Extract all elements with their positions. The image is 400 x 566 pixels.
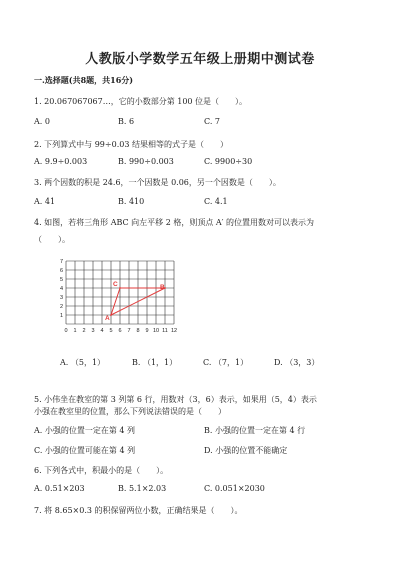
q4-option-c: C. （7，1） [203,358,249,367]
q3-option-c: C. 4.1 [204,197,228,206]
y-tick-label: 7 [59,259,63,265]
page-title: 人教版小学数学五年级上册期中测试卷 [85,52,315,67]
x-tick-label: 12 [170,328,178,334]
question-7: 7. 将 8.65×0.3 的积保留两位小数，正确结果是（ ）。 [34,506,243,515]
y-tick-label: 3 [59,295,63,301]
vertex-label-b: B [160,284,165,291]
y-tick-label: 4 [59,286,63,292]
q4-option-b: B. （1，1） [132,358,178,367]
question-3: 3. 两个因数的积是 24.6，一个因数是 0.06，另一个因数是（ ）。 [34,178,281,187]
question-2: 2. 下列算式中与 99÷0.03 结果相等的式子是（ ） [34,140,228,149]
x-tick-label: 6 [118,328,122,334]
question-5-line-2: 小强在教室里的位置，那么下列说法错误的是（ ） [34,407,226,416]
q2-option-c: C. 9900÷30 [204,157,253,166]
y-tick-label: 6 [59,268,63,274]
q3-option-a: A. 41 [34,197,56,206]
q1-option-b: B. 6 [118,117,135,126]
vertex-label-c: C [113,281,118,288]
x-tick-label: 7 [127,328,131,334]
x-tick-label: 2 [82,328,86,334]
q5-option-a: A. 小强的位置一定在第 4 列 [34,426,136,435]
x-tick-label: 11 [162,328,168,334]
y-tick-label: 5 [59,277,63,283]
q6-option-c: C. 0.051×2030 [204,484,265,493]
q5-option-c: C. 小强的位置可能在第 4 列 [34,446,136,455]
question-6: 6. 下列各式中，积最小的是（ ）。 [34,466,169,475]
q4-option-a: A. （5，1） [60,358,106,367]
question-1: 1. 20.067067067…，它的小数部分第 100 位是（ ）。 [34,97,248,106]
q2-option-a: A. 9.9÷0.003 [34,157,88,166]
q6-option-a: A. 0.51×203 [34,484,85,493]
x-tick-label: 8 [136,328,140,334]
x-tick-label: 10 [152,328,160,334]
q5-option-d: D. 小强的位置不能确定 [204,446,288,455]
q3-option-b: B. 410 [118,197,145,206]
q1-option-c: C. 7 [204,117,221,126]
question-5-line-1: 5. 小伟坐在教室的第 3 列第 6 行，用数对（3，6）表示，如果用（5，4）表示 [34,395,317,404]
coordinate-grid-figure [56,258,186,336]
x-tick-label: 1 [73,328,77,334]
x-tick-label: 5 [109,328,113,334]
y-tick-label: 2 [59,304,63,310]
q5-option-b: B. 小强的位置一定在第 4 行 [204,426,306,435]
question-4-line-2: （ ）。 [34,235,70,244]
vertex-point-a [110,314,112,316]
vertex-label-a: A [105,315,110,322]
x-tick-label: 0 [64,328,68,334]
x-tick-label: 9 [145,328,149,334]
question-4-line-1: 4. 如图，若将三角形 ABC 向左平移 2 格，则顶点 A′ 的位置用数对可以表示为 [34,218,315,227]
section-heading: 一.选择题(共8题，共16分) [34,75,134,85]
q4-option-d: D. （3，3） [274,358,320,367]
q1-option-a: A. 0 [34,117,50,126]
x-tick-label: 3 [91,328,95,334]
q6-option-b: B. 5.1×2.03 [118,484,167,493]
x-tick-label: 4 [100,328,104,334]
y-tick-label: 1 [59,313,63,319]
q2-option-b: B. 990÷0.003 [118,157,174,166]
vertex-point-c [119,287,121,289]
